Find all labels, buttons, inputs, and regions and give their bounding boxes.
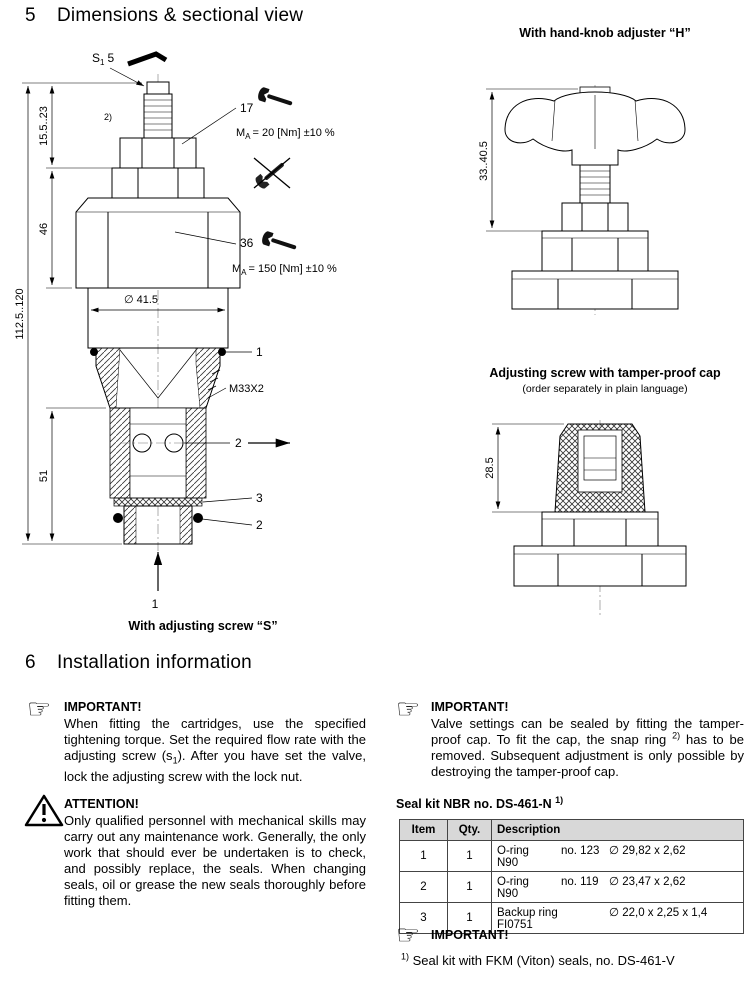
leader-backup-ring — [203, 498, 252, 502]
main-sectional-drawing — [8, 46, 353, 646]
cartridge-lower-body — [110, 408, 206, 544]
cap-drawing-title: Adjusting screw with tamper-proof cap — [489, 366, 721, 380]
wrench-icon — [261, 230, 299, 254]
cap-dimension — [484, 424, 564, 512]
s1-leader — [110, 68, 144, 86]
torque-17-label: $M_A = 20$ [Nm] ±10 % — [236, 127, 335, 141]
dim-overall-label: 112.5..120 — [14, 288, 26, 340]
section-6-title: Installation information — [57, 652, 252, 673]
torque-36-label: $M_A = 150$ [Nm] ±10 % — [232, 263, 337, 277]
cell-item: 2 — [400, 872, 448, 903]
dim-lower-label: 51 — [38, 469, 50, 483]
callout-1-label: 1 — [256, 345, 263, 359]
tamper-cap-drawing — [470, 420, 740, 620]
main-hex-body — [76, 198, 240, 288]
cap-drawing-subtitle: (order separately in plain language) — [522, 383, 688, 395]
snap-ring-dot-right — [218, 348, 226, 356]
cell-qty: 1 — [448, 903, 492, 934]
adjusting-screw — [144, 82, 172, 138]
cell-qty: 1 — [448, 872, 492, 903]
col-header-item: Item — [400, 820, 448, 841]
section-5-title: Dimensions & sectional view — [57, 5, 304, 26]
table-row — [400, 841, 744, 872]
snap-ring-dot-left — [90, 348, 98, 356]
o-ring-dot-right — [193, 513, 203, 523]
important3-text: $^{1)}$ Seal kit with FKM (Viton) seals, no. DS-461-V — [401, 951, 675, 968]
col-header-qty: Qty. — [448, 820, 492, 841]
leader-o-ring — [202, 519, 252, 525]
wrench-icon — [257, 86, 295, 110]
important2-title: IMPORTANT! — [431, 700, 509, 714]
seal-kit-table — [399, 819, 744, 934]
hand-knob — [505, 87, 685, 165]
hand-knob-drawing — [470, 85, 740, 320]
attention-text: Only qualified personnel with mechanical skills may carry out any maintenance work. Generally, the only work that should ever be undertaken is to check, and possibly replace, the seals. When changing seals, oil or grease the new seals thoroughly before fitting them. — [64, 813, 366, 908]
pointing-hand-icon: ☞ — [396, 920, 421, 950]
cell-item: 1 — [400, 841, 448, 872]
dim-mid-label: 46 — [38, 222, 50, 236]
cap-hex-nut — [542, 512, 658, 546]
tamper-cap — [555, 424, 645, 512]
callout-2-label: 2 — [235, 436, 242, 450]
crossed-wrench-icon — [254, 158, 290, 190]
knob-lock-nut — [562, 203, 628, 231]
leader-17 — [182, 108, 236, 144]
knob-drawing-title: With hand-knob adjuster “H” — [519, 26, 691, 40]
cell-qty: 1 — [448, 841, 492, 872]
attention-title: ATTENTION! — [64, 797, 139, 811]
cell-description: Backup ring ∅ 22,0 x 2,25 x 1,4FI0751 — [492, 903, 744, 934]
col-header-description: Description — [492, 820, 744, 841]
dim-diameter — [91, 294, 225, 310]
knob-mid-hex — [542, 231, 648, 271]
footnote-2-mark: 2) — [104, 112, 113, 122]
cap-big-hex — [514, 546, 686, 586]
port-1-label: 1 — [151, 597, 159, 611]
important2-text: Valve settings can be sealed by fitting the tamper-proof cap. To fit the cap, the snap ring $^{2)}$ has to be removed. Subsequent adjustment is only possible by destroying the tamper-proof cap. — [431, 716, 744, 779]
part-36-label: 36 — [240, 236, 254, 250]
section-5-heading — [25, 5, 303, 27]
pointing-hand-icon: ☞ — [27, 694, 52, 724]
important1-title: IMPORTANT! — [64, 700, 142, 714]
cap-dim-label: 28.5 — [484, 457, 496, 479]
o-ring-dot-left — [113, 513, 123, 523]
important1-text: When fitting the cartridges, use the specified tightening torque. Set the required flow rate with the adjusting screw $(s_1)$. After you have set the valve, lock the adjusting screw with the lock nut. — [64, 716, 366, 784]
backup-ring — [114, 498, 202, 506]
seal-kit-title: Seal kit NBR no. DS-461-N $^{1)}$ — [396, 794, 564, 811]
callout-3-label: 3 — [256, 491, 263, 505]
section-5-number: 5 — [25, 5, 36, 26]
main-drawing-caption: With adjusting screw “S” — [128, 619, 278, 633]
section-6-heading — [25, 652, 252, 674]
table-row — [400, 872, 744, 903]
part-17-label: 17 — [240, 101, 254, 115]
adapter-nut — [112, 168, 204, 198]
s1-label: $S_1$ 5 — [92, 51, 115, 67]
pointing-hand-icon: ☞ — [396, 694, 421, 724]
cell-description: O-ring no. 119 ∅ 23,47 x 2,62N90 — [492, 872, 744, 903]
section-6-number: 6 — [25, 652, 36, 673]
warning-triangle-icon — [24, 793, 64, 829]
allen-key-icon — [128, 54, 166, 64]
dim-diameter-label: ∅ 41.5 — [124, 294, 159, 306]
port-1-arrow — [152, 552, 159, 611]
knob-big-hex — [512, 271, 678, 309]
thread-label: M33X2 — [229, 383, 264, 395]
knob-stem — [580, 165, 610, 203]
cell-item: 3 — [400, 903, 448, 934]
dim-upper-label: 15.5..23 — [38, 106, 50, 146]
important3-title: IMPORTANT! — [431, 928, 509, 942]
table-header-row — [400, 820, 744, 841]
cell-description: O-ring no. 123 ∅ 29,82 x 2,62N90 — [492, 841, 744, 872]
knob-dim-label: 33..40.5 — [478, 141, 490, 181]
callout-2b-label: 2 — [256, 518, 263, 532]
